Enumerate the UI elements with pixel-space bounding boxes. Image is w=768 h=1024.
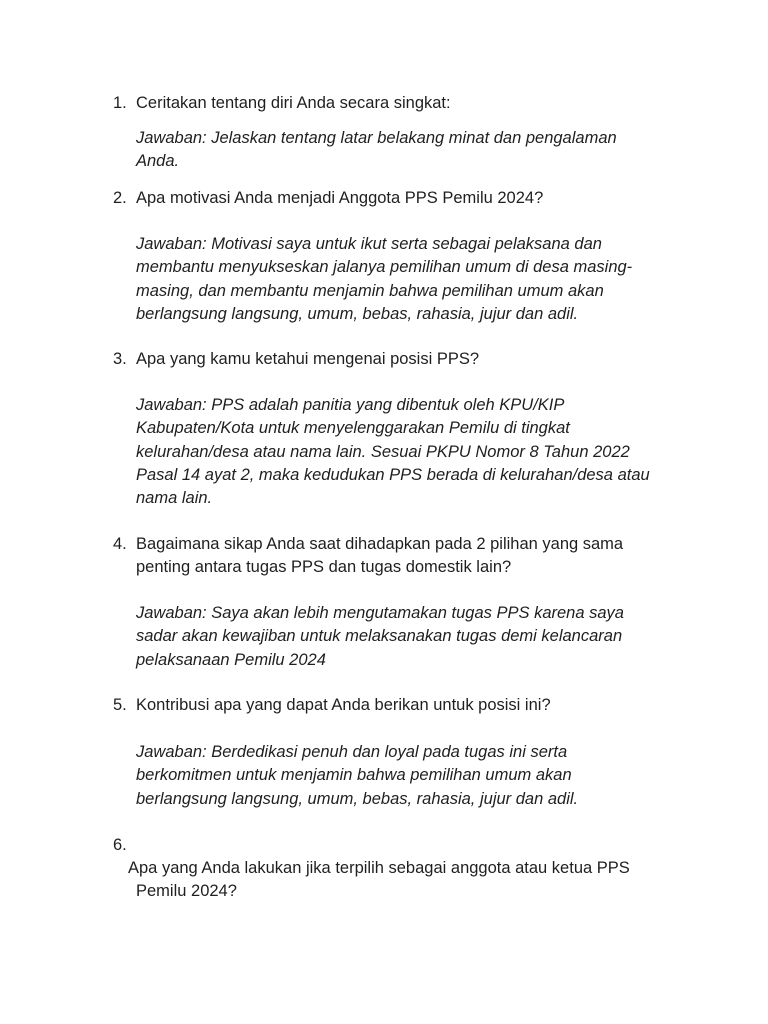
question-number-2: 2. xyxy=(113,189,127,207)
answer-text-3: Jawaban: PPS adalah panitia yang dibentuk oleh KPU/KIP Kabupaten/Kota untuk menyelenggarakan Pemilu di tingkat kelurahan/desa atau nama lain. Sesuai PKPU Nomor 8 Tahun 2022 Pasal 14 ayat 2, maka kedudukan PPS berada di kelurahan/desa atau nama lain. xyxy=(136,396,650,508)
question-number-5: 5. xyxy=(113,696,127,714)
question-text-1: Ceritakan tentang diri Anda secara singkat: xyxy=(136,94,451,112)
question-text-6-line-1: Apa yang Anda lakukan jika terpilih sebagai anggota atau ketua PPS Pemilu 2024? xyxy=(128,859,630,900)
question-text-5: Kontribusi apa yang dapat Anda berikan untuk posisi ini? xyxy=(136,696,551,714)
question-number-3: 3. xyxy=(113,350,127,368)
question-text-6 xyxy=(128,834,688,926)
question-number-6: 6. xyxy=(113,836,127,854)
answer-text-5: Jawaban: Berdedikasi penuh dan loyal pada tugas ini serta berkomitmen untuk menjamin bahwa pemilihan umum akan berlangsung langsung, umum, bebas, rahasia, jujur dan adil. xyxy=(136,743,579,808)
question-text-4: Bagaimana sikap Anda saat dihadapkan pada 2 pilihan yang sama penting antara tugas PPS dan tugas domestik lain? xyxy=(136,535,624,576)
answer-text-4: Jawaban: Saya akan lebih mengutamakan tugas PPS karena saya sadar akan kewajiban untuk melaksanakan tugas demi kelancaran pelaksanaan Pemilu 2024 xyxy=(136,604,624,669)
answer-text-2: Jawaban: Motivasi saya untuk ikut serta sebagai pelaksana dan membantu menyukseskan jalanya pemilihan umum di desa masing- masing, dan membantu menjamin bahwa pemilihan umum akan berlangsung langsung, umum, bebas, rahasia, jujur dan adil. xyxy=(136,235,633,323)
question-text-2: Apa motivasi Anda menjadi Anggota PPS Pemilu 2024? xyxy=(136,189,544,207)
answer-text-1: Jawaban: Jelaskan tentang latar belakang minat dan pengalaman Anda. xyxy=(136,129,617,171)
question-number-1: 1. xyxy=(113,94,127,112)
question-number-4: 4. xyxy=(113,535,127,553)
question-text-3: Apa yang kamu ketahui mengenai posisi PPS? xyxy=(136,350,480,368)
